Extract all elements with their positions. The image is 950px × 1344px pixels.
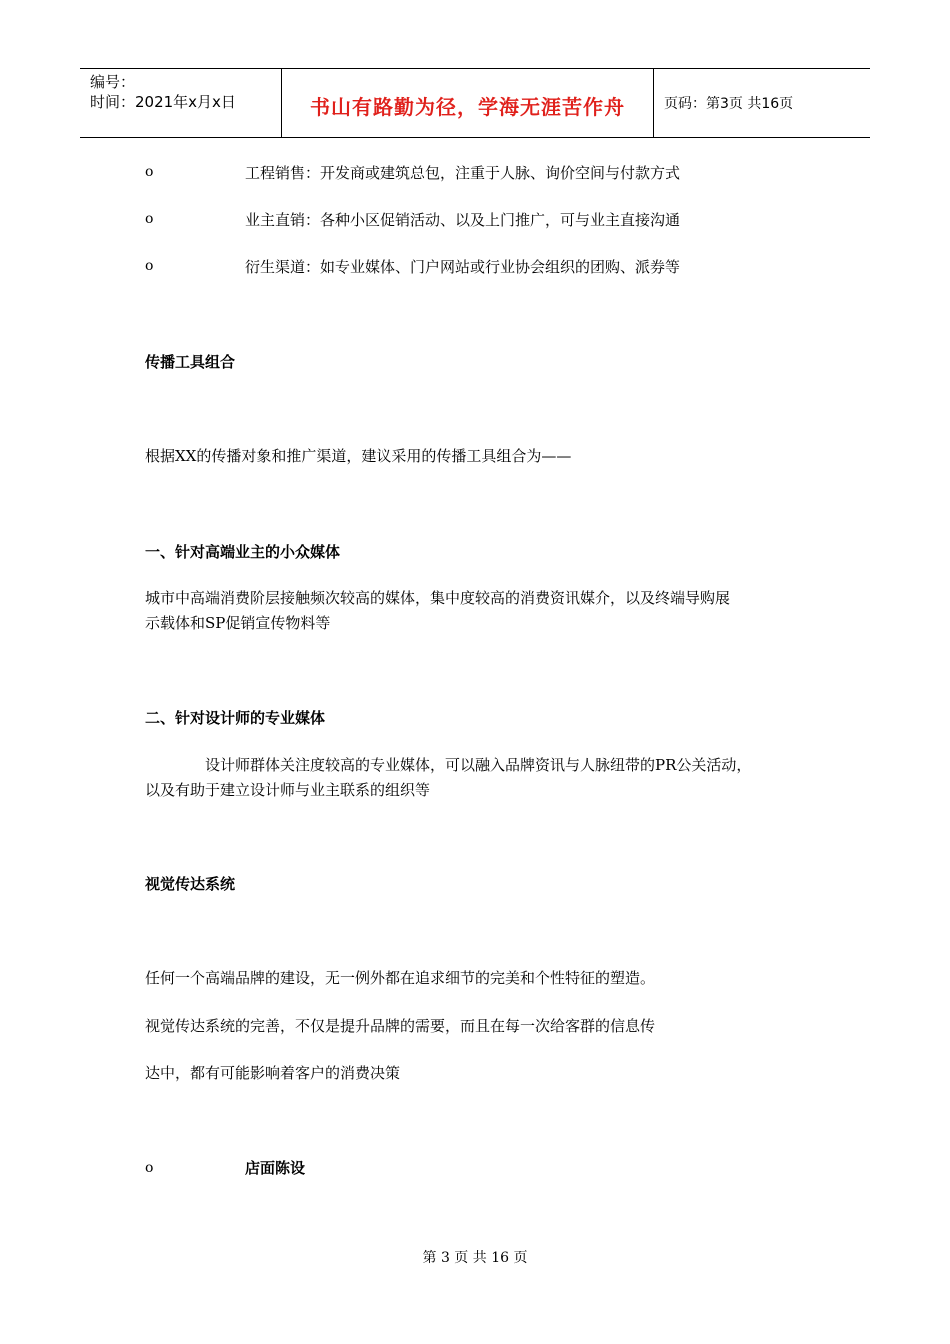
- paragraph-line: 示载体和SP促销宣传物料等: [145, 614, 331, 632]
- bullet-text: 衍生渠道：如专业媒体、门户网站或行业协会组织的团购、派券等: [245, 258, 681, 276]
- bullet-marker: o: [145, 258, 154, 274]
- header-motto: 书山有路勤为径，学海无涯苦作舟: [310, 95, 625, 119]
- paragraph-line: 设计师群体关注度较高的专业媒体，可以融入品牌资讯与人脉纽带的PR公关活动，: [205, 756, 752, 774]
- section-heading: 视觉传达系统: [145, 875, 236, 893]
- document-number-label: 编号：: [90, 73, 136, 91]
- page-footer: 第 3 页 共 16 页: [422, 1250, 528, 1266]
- bullet-marker: o: [145, 211, 154, 227]
- bullet-text: 业主直销：各种小区促销活动、以及上门推广，可与业主直接沟通: [245, 211, 681, 229]
- header-right-cell: [654, 69, 870, 137]
- paragraph-line: 任何一个高端品牌的建设，无一例外都在追求细节的完美和个性特征的塑造。: [145, 969, 656, 987]
- header-table: [80, 68, 870, 138]
- paragraph-line: 达中，都有可能影响着客户的消费决策: [145, 1064, 401, 1082]
- header-middle-cell: [282, 69, 654, 137]
- subsection-heading: 一、针对高端业主的小众媒体: [145, 543, 341, 561]
- bullet-marker: o: [145, 164, 154, 180]
- bullet-text-bold: 店面陈设: [245, 1159, 306, 1177]
- bullet-text: 工程销售：开发商或建筑总包，注重于人脉、询价空间与付款方式: [245, 164, 681, 182]
- subsection-heading: 二、针对设计师的专业媒体: [145, 709, 326, 727]
- paragraph-line: 城市中高端消费阶层接触频次较高的媒体，集中度较高的消费资讯媒介，以及终端导购展: [145, 589, 731, 607]
- paragraph-line: 以及有助于建立设计师与业主联系的组织等: [145, 781, 431, 799]
- section-heading: 传播工具组合: [145, 353, 236, 371]
- bullet-marker: o: [145, 1160, 154, 1176]
- paragraph-line: 视觉传达系统的完善，不仅是提升品牌的需要，而且在每一次给客群的信息传: [145, 1017, 656, 1035]
- header-page-info: 页码：第3页 共16页: [664, 96, 794, 112]
- paragraph: 根据XX的传播对象和推广渠道，建议采用的传播工具组合为——: [145, 447, 572, 465]
- header-left-cell: [80, 69, 282, 137]
- document-date: 时间：2021年x月x日: [90, 93, 236, 111]
